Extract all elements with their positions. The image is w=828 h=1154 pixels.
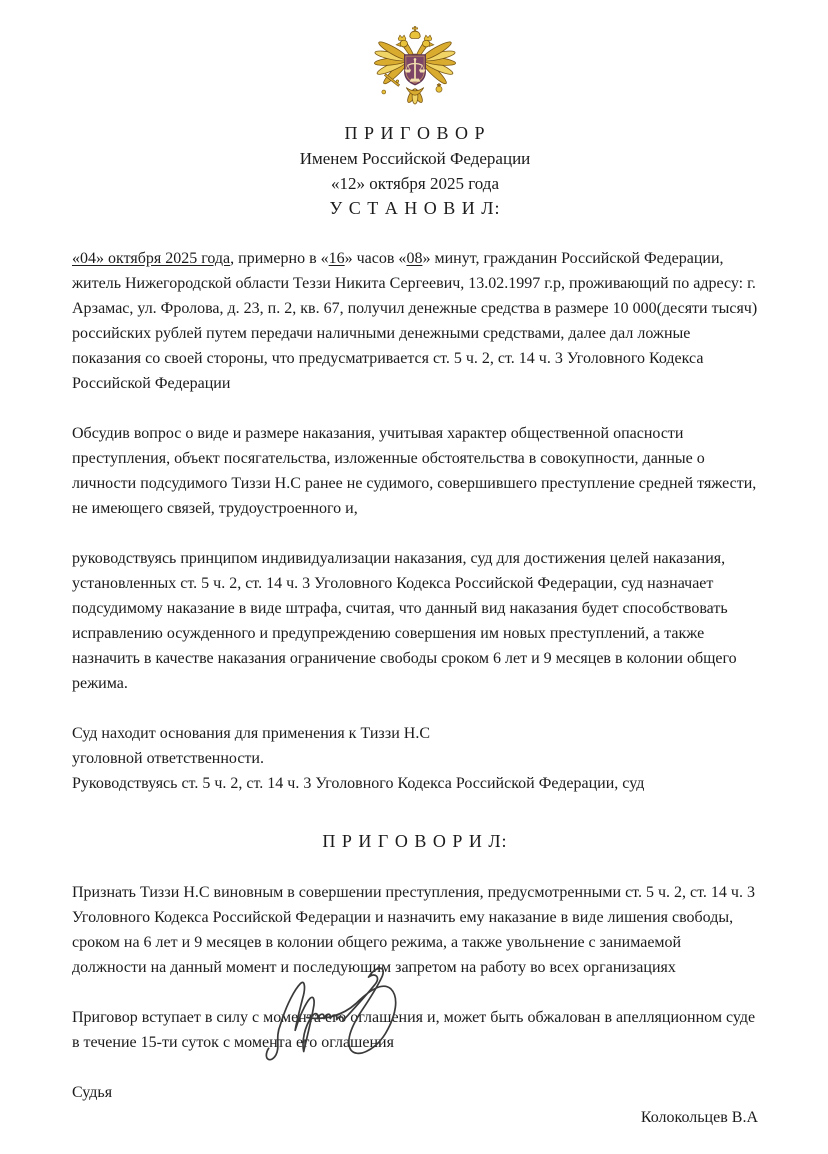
judge-label: Судья xyxy=(72,1084,113,1101)
established-heading: У С Т А Н О В И Л: xyxy=(329,198,501,218)
judge-name: Колокольцев В.А xyxy=(640,1109,758,1126)
grounds-line-3: Руководствуясь ст. 5 ч. 2, ст. 14 ч. 3 Уголовного Кодекса Российской Федерации, суд xyxy=(72,775,645,792)
sentencing-considerations-paragraph: Обсудив вопрос о виде и размере наказания, учитывая характер общественной опасности преступления, объект посягательства, изложенные обстоятельства в совокупности, данные о личности подсудимого Тиззи Н.С ранее не судимого, совершившего преступление средней тяжести, не имеющего связей, трудоустроенного и, xyxy=(72,425,757,517)
signature-container xyxy=(258,950,428,1068)
grounds-line-2: уголовной ответственности. xyxy=(72,750,264,767)
in-the-name-line: Именем Российской Федерации xyxy=(299,149,531,168)
facts-paragraph: «04» октября 2025 года, примерно в «16» часов «08» минут, гражданин Российской Федерации, житель Нижегородской области Теззи Никита Сергеевич, 13.02.1997 г.р, проживающий по адресу: г. Арзамас, ул. Фролова, д. 23, п. 2, кв. 67, получил денежные средства в размере 10 000(десяти тысяч) российских рублей путем передачи наличными денежными средствами, далее дал ложные показания со своей стороны, что предусматривается ст. 5 ч. 2, ст. 14 ч. 3 Уголовного Кодекса Российской Федерации xyxy=(72,250,758,392)
appeal-paragraph: Приговор вступает в силу с момента его оглашения и, может быть обжалован в апелляционном суде в течение 15-ти суток с момента его оглашения xyxy=(72,1009,756,1051)
guided-by-principle-paragraph: руководствуясь принципом индивидуализации наказания, суд для достижения целей наказания, установленных ст. 5 ч. 2, ст. 14 ч. 3 Уголовного Кодекса Российской Федерации, суд назначает подсудимому наказание в виде штрафа, считая, что данный вид наказания будет способствовать исправлению осужденного и предупреждению совершения им новых преступлений, а также назначить в качестве наказания ограничение свободы сроком 6 лет и 9 месяцев в колонии общего режима. xyxy=(72,550,737,692)
grounds-line-1: Суд находит основания для применения к Тиззи Н.С xyxy=(72,725,431,742)
document-header xyxy=(72,121,758,221)
russia-coat-of-arms-icon xyxy=(367,26,463,110)
judge-signature-icon xyxy=(258,950,428,1068)
verdict-heading: П Р И Г О В О Р И Л: xyxy=(322,831,508,851)
emblem-container xyxy=(72,26,758,115)
verdict-paragraph: Признать Тиззи Н.С виновным в совершении преступления, предусмотренными ст. 5 ч. 2, ст. 14 ч. 3 Уголовного Кодекса Российской Федерации и назначить ему наказание в виде лишения свободы, сроком на 6 лет и 9 месяцев в колонии общего режима, а также увольнение с занимаемой должности на данный момент и последующим запретом на работу во всех организациях xyxy=(72,884,755,976)
grounds-paragraph xyxy=(72,721,758,796)
document-title: П Р И Г О В О Р xyxy=(344,123,486,143)
verdict-date-line: «12» октября 2025 года xyxy=(330,174,500,193)
